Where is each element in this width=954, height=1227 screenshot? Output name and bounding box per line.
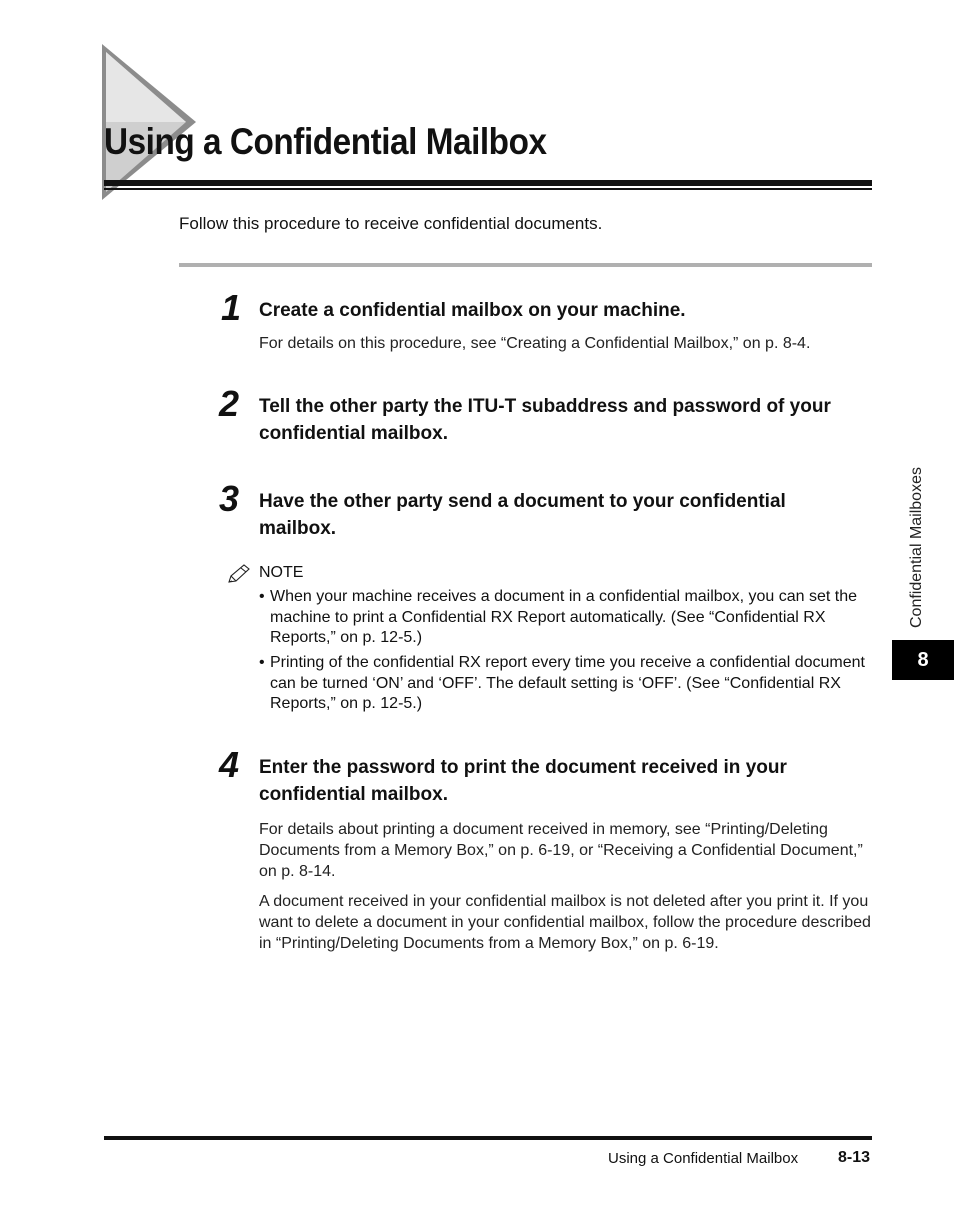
step-body-text: A document received in your confidential mailbox is not deleted after you print it. If you want to delete a document in your confidential mailbox, follow the procedure described in “Printing/Deleting Documents from a Memory Box,” on p. 6-19.: [259, 893, 871, 952]
chapter-side-label: Confidential Mailboxes: [908, 467, 925, 628]
footer-section-title: Using a Confidential Mailbox: [608, 1150, 799, 1167]
step-number: 1: [221, 287, 242, 328]
step-number: 4: [219, 744, 240, 785]
page-title: Using a Confidential Mailbox: [104, 121, 547, 162]
title-underline: [104, 180, 872, 186]
page-number: 8-13: [838, 1149, 871, 1166]
step-heading: Create a confidential mailbox on your machine.: [259, 300, 686, 321]
step-number: 3: [219, 478, 240, 519]
bullet: •: [259, 588, 265, 605]
step-body-text: For details about printing a document received in memory, see “Printing/Deleting Documents from a Memory Box,” on p. 6-19, or “Receiving a Confidential Document,” on p. 8-14.: [259, 821, 863, 880]
step-heading: Have the other party send a document to your confidential mailbox.: [259, 491, 786, 539]
section-divider: [179, 263, 872, 267]
pencil-icon: [226, 563, 252, 585]
intro-text: Follow this procedure to receive confidential documents.: [179, 214, 603, 233]
footer-rule: [104, 1136, 872, 1140]
bullet: •: [259, 654, 265, 671]
step-heading: Enter the password to print the document received in your confidential mailbox.: [259, 757, 787, 805]
chapter-number-tab: 8: [892, 640, 954, 680]
note-item-text: Printing of the confidential RX report every time you receive a confidential document can be turned ‘ON’ and ‘OFF’. The default setting is ‘OFF’. (See “Confidential RX Reports,” on p. 12-5.): [270, 654, 865, 712]
title-underline-thin: [104, 188, 872, 190]
note-label: NOTE: [259, 564, 304, 581]
note-item-text: When your machine receives a document in a confidential mailbox, you can set the machine to print a Confidential RX Report automatically. (See “Confidential RX Reports,” on p. 12-5.): [270, 588, 857, 646]
step-number: 2: [219, 383, 240, 424]
step-body-text: For details on this procedure, see “Creating a Confidential Mailbox,” on p. 8-4.: [259, 335, 811, 352]
step-heading: Tell the other party the ITU-T subaddress and password of your confidential mailbox.: [259, 396, 831, 444]
note-item: [259, 587, 870, 649]
note-item: [259, 653, 870, 715]
